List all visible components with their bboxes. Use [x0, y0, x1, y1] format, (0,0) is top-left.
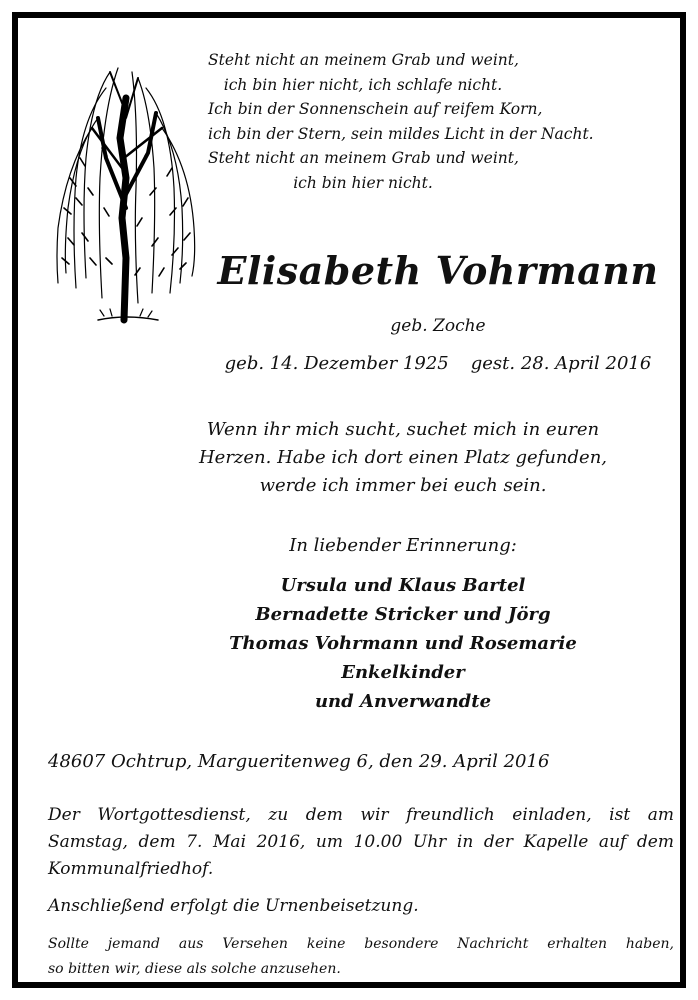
deceased-name: Elisabeth Vohrmann [217, 248, 659, 293]
service-line: Kommunalfriedhof. [48, 859, 214, 879]
poem-line: ich bin hier nicht, ich schlafe nicht. [223, 75, 503, 94]
mourner: und Anverwandte [314, 691, 492, 712]
quote-line: werde ich immer bei euch sein. [259, 475, 547, 496]
birth-name: geb. Zoche [390, 316, 486, 336]
mourner: Bernadette Stricker und Jörg [255, 604, 551, 625]
weeping-willow-tree-icon [46, 58, 206, 328]
memory-heading: In liebender Erinnerung: [289, 535, 517, 556]
service-info [48, 802, 674, 883]
life-dates [198, 353, 678, 374]
note-line: Sollte jemand aus Versehen keine besondere Nachricht erhalten haben, [48, 936, 674, 952]
obituary-frame [12, 12, 686, 988]
poem-line: Ich bin der Sonnenschein auf reifem Korn, [208, 100, 543, 118]
service-line: Samstag, dem 7. Mai 2016, um 10.00 Uhr in der Kapelle auf dem [48, 832, 674, 852]
notification-note [48, 932, 674, 982]
urn-burial-line: Anschließend erfolgt die Urnenbeisetzung. [48, 896, 419, 916]
death-date: gest. 28. April 2016 [470, 353, 652, 374]
mourner: Thomas Vohrmann und Rosemarie [229, 633, 577, 654]
quote-line: Herzen. Habe ich dort einen Platz gefunden, [198, 447, 608, 468]
poem-line: ich bin hier nicht. [293, 173, 433, 192]
mourner: Ursula und Klaus Bartel [280, 575, 526, 596]
note-line: so bitten wir, diese als solche anzusehen. [48, 961, 341, 977]
service-line: Der Wortgottesdienst, zu dem wir freundlich einladen, ist am [48, 805, 674, 825]
quote [168, 416, 638, 500]
mourners-list [168, 571, 638, 716]
address-line: 48607 Ochtrup, Margueritenweg 6, den 29. April 2016 [48, 751, 550, 772]
mourner: Enkelkinder [341, 662, 465, 683]
birth-date: geb. 14. Dezember 1925 [224, 353, 449, 374]
quote-line: Wenn ihr mich sucht, suchet mich in euren [206, 419, 600, 440]
poem [208, 48, 594, 195]
poem-line: Steht nicht an meinem Grab und weint, [208, 149, 519, 167]
poem-line: ich bin der Stern, sein mildes Licht in der Nacht. [208, 124, 594, 143]
poem-line: Steht nicht an meinem Grab und weint, [208, 51, 519, 69]
